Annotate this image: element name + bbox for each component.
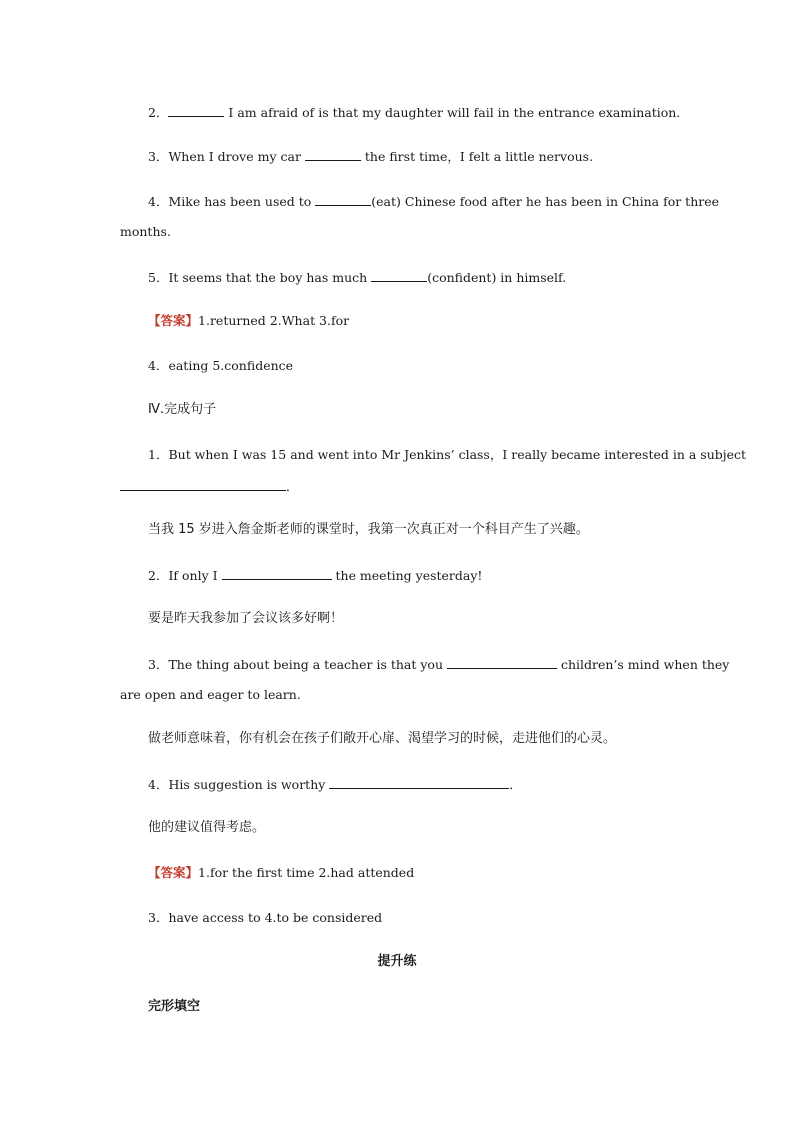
answer-text: 1.for the first time 2.had attended	[198, 865, 415, 880]
question-text-post: children’s mind when they	[556, 657, 730, 672]
question-3-3	[148, 148, 593, 165]
question-4-1-translation: 当我 15 岁进入詹金斯老师的课堂时，我第一次真正对一个科目产生了兴趣。	[148, 522, 589, 537]
section-title: 提升练	[377, 954, 417, 969]
answer-tag: 【答案】	[148, 313, 199, 328]
question-3-4	[148, 193, 719, 210]
question-4-1: 1．But when I was 15 and went into Mr Jenkins’ class，I really became interested in a subject	[148, 447, 747, 462]
answer-key-3-line2: 4．eating 5.confidence	[148, 358, 294, 373]
answer-blank	[329, 776, 509, 789]
question-end: ．	[509, 777, 522, 792]
question-4-4-translation: 他的建议值得考虑。	[148, 820, 266, 835]
question-text-pre: 4．Mike has been used to	[148, 194, 316, 209]
question-3-5	[148, 269, 566, 286]
question-text-pre: 3．The thing about being a teacher is that you	[148, 657, 447, 672]
question-4-1-continuation	[120, 478, 299, 495]
answer-blank	[315, 193, 371, 206]
question-3-4-continuation: months.	[120, 224, 171, 239]
answer-blank	[305, 148, 361, 161]
answer-blank	[222, 567, 332, 580]
question-4-4	[148, 776, 522, 793]
question-text-post: (confident) in himself.	[427, 270, 567, 285]
subsection-title: 完形填空	[148, 999, 201, 1014]
question-number: 2．	[148, 105, 169, 120]
question-4-2-translation: 要是昨天我参加了会议该多好啊！	[148, 611, 344, 626]
answer-text: 1.returned 2.What 3.for	[198, 313, 350, 328]
question-text-post: the meeting yesterday!	[331, 568, 483, 583]
section-heading-4: Ⅳ.完成句子	[148, 402, 217, 417]
question-3-2	[148, 104, 680, 121]
question-4-3	[148, 656, 729, 673]
question-text: I am afraid of is that my daughter will fail in the entrance examination.	[224, 105, 681, 120]
answer-blank	[120, 478, 286, 491]
answer-blank	[371, 269, 427, 282]
question-end: ．	[286, 479, 299, 494]
question-text-pre: 4．His suggestion is worthy	[148, 777, 330, 792]
answer-tag: 【答案】	[148, 865, 199, 880]
answer-key-4	[148, 865, 414, 881]
question-4-3-continuation: are open and eager to learn.	[120, 687, 301, 702]
answer-blank	[168, 104, 224, 117]
question-4-3-translation: 做老师意味着，你有机会在孩子们敞开心扉、渴望学习的时候，走进他们的心灵。	[148, 731, 617, 746]
question-text-pre: 3．When I drove my car	[148, 149, 305, 164]
question-4-2	[148, 567, 482, 584]
question-text-post: the first time，I felt a little nervous.	[360, 149, 594, 164]
question-text-pre: 2．If only I	[148, 568, 222, 583]
answer-blank	[447, 656, 557, 669]
answer-key-3	[148, 313, 349, 329]
answer-key-4-line2: 3．have access to 4.to be considered	[148, 910, 383, 925]
question-text-pre: 5．It seems that the boy has much	[148, 270, 372, 285]
question-text-post: (eat) Chinese food after he has been in China for three	[371, 194, 720, 209]
